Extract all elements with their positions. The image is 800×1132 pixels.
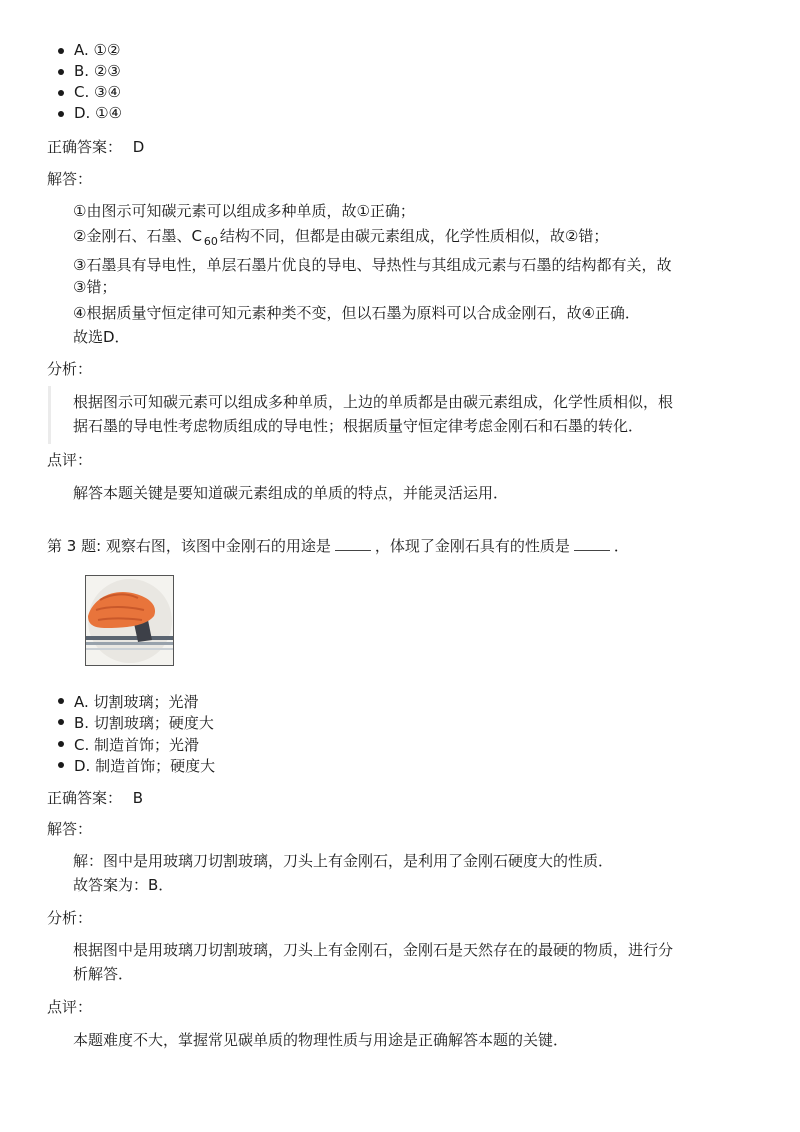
glass-edge-dark	[86, 636, 173, 640]
q3-comment-label: 点评：	[47, 998, 93, 1016]
q2-solution-label: 解答：	[47, 170, 93, 188]
q3-option-d: D. 制造首饰；硬度大	[74, 757, 216, 775]
q2-solution-line-2	[73, 225, 608, 246]
q3-solution-line-2: 故答案为：B．	[73, 876, 174, 894]
q2-answer	[47, 136, 144, 157]
q3-option-b: B. 切割玻璃；硬度大	[74, 714, 214, 732]
carbon-subscript: 60	[203, 235, 218, 248]
q2-analysis-line-1: 根据图示可知碳元素可以组成多种单质，上边的单质都是由碳元素组成，化学性质相似，根	[73, 393, 674, 411]
q3-analysis-line-2: 析解答．	[73, 965, 134, 983]
q3-solution-line-1: 解：图中是用玻璃刀切割玻璃，刀头上有金刚石，是利用了金刚石硬度大的性质．	[73, 852, 614, 870]
q2-option-d: D. ①④	[74, 104, 122, 122]
q2-solution-line-5: ④根据质量守恒定律可知元素种类不变，但以石墨为原料可以合成金刚石，故④正确．	[73, 304, 640, 322]
q3-answer-value: B	[132, 789, 144, 807]
q3-stem-middle: ，体现了金刚石具有的性质是	[374, 537, 570, 555]
q2-option-b: B. ②③	[74, 62, 121, 80]
q2-solution-line-6: 故选D．	[73, 328, 130, 346]
glass-edge-light	[86, 642, 173, 645]
q3-answer-label: 正确答案：	[47, 789, 123, 807]
q3-blank-2	[574, 538, 610, 551]
q2-analysis-bar	[48, 386, 51, 444]
q2-comment-text: 解答本题关键是要知道碳元素组成的单质的特点，并能灵活运用．	[73, 484, 509, 502]
q2-solution-line-3: ③石墨具有导电性，单层石墨片优良的导电、导热性与其组成元素与石墨的结构都有关，故	[73, 256, 672, 274]
q3-solution-label: 解答：	[47, 820, 93, 838]
q3-stem	[47, 535, 629, 556]
glass-cutter-illustration	[86, 576, 173, 665]
q3-option-a: A. 切割玻璃；光滑	[74, 693, 199, 711]
q2-option-a: A. ①②	[74, 41, 121, 59]
q2-solution-line-2-start: ②金刚石、石墨、C	[73, 227, 202, 245]
q2-solution-line-4: ③错；	[73, 278, 117, 296]
q2-solution-line-2-end: 结构不同，但都是由碳元素组成，化学性质相似，故②错；	[219, 227, 609, 245]
q2-answer-value: D	[132, 138, 145, 156]
glass-cutter-figure	[85, 575, 174, 666]
q3-answer	[47, 787, 143, 808]
q3-comment-text: 本题难度不大，掌握常见碳单质的物理性质与用途是正确解答本题的关键．	[73, 1031, 569, 1049]
q2-answer-label: 正确答案：	[47, 138, 123, 156]
q2-analysis-label: 分析：	[47, 360, 93, 378]
q2-analysis-line-2: 据石墨的导电性考虑物质组成的导电性；根据质量守恒定律考虑金刚石和石墨的转化．	[73, 417, 644, 435]
q3-stem-prefix: 第 3 题: 观察右图，该图中金刚石的用途是	[47, 537, 331, 555]
q2-option-c: C. ③④	[74, 83, 121, 101]
q3-analysis-line-1: 根据图中是用玻璃刀切割玻璃，刀头上有金刚石，金刚石是天然存在的最硬的物质，进行分	[73, 941, 674, 959]
q3-analysis-label: 分析：	[47, 909, 93, 927]
q3-option-c: C. 制造首饰；光滑	[74, 736, 200, 754]
q2-comment-label: 点评：	[47, 451, 93, 469]
q3-blank-1	[335, 538, 371, 551]
q2-solution-line-1: ①由图示可知碳元素可以组成多种单质，故①正确；	[73, 202, 415, 220]
glass-edge-reflection	[86, 648, 173, 650]
q3-stem-suffix: ．	[613, 537, 629, 555]
